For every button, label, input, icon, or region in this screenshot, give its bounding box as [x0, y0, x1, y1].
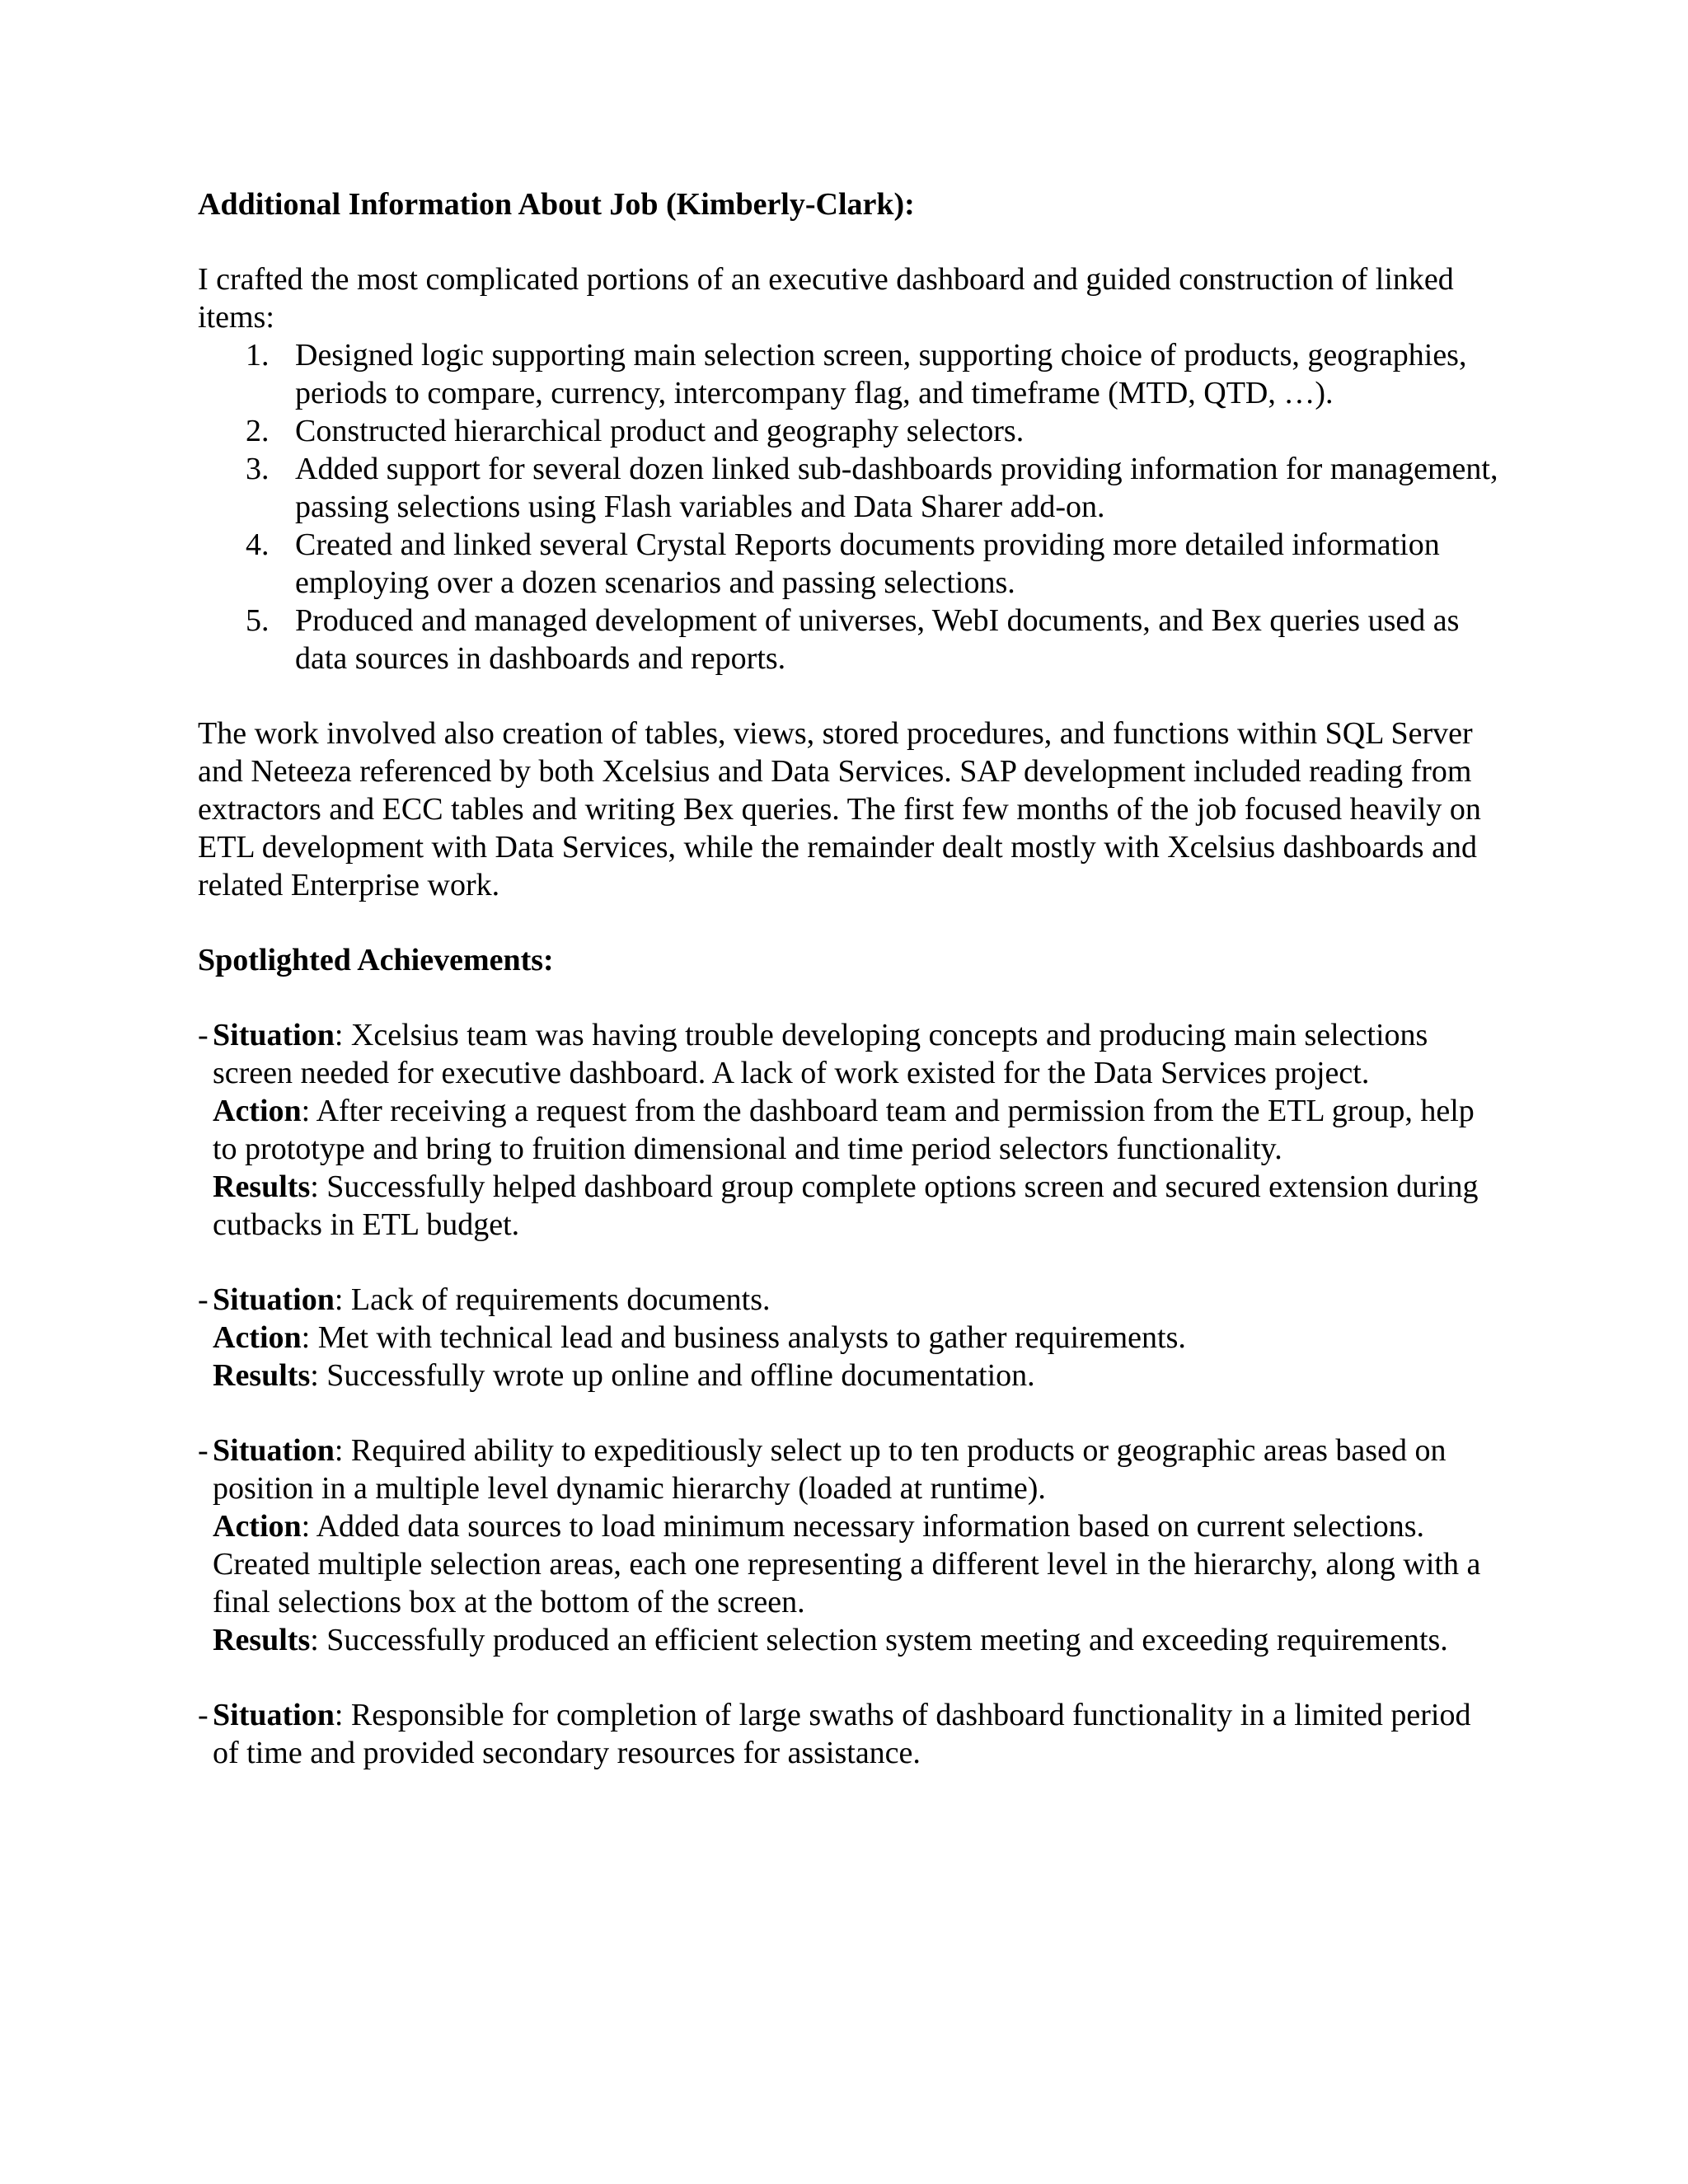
- list-item-text: Added support for several dozen linked sub-dashboards providing information for management, passing selections using Flash variables and Data Sharer add-on.: [295, 452, 1498, 524]
- list-item-number: 5.: [246, 603, 270, 638]
- situation-text: : Required ability to expeditiously select up to ten products or geographic areas based on position in a multiple level dynamic hierarchy (loaded at runtime).: [213, 1433, 1447, 1506]
- results-label: Results: [213, 1358, 311, 1393]
- list-item-number: 2.: [246, 414, 270, 448]
- list-item: [198, 526, 1500, 602]
- action-text: : Added data sources to load minimum necessary information based on current selections. Created multiple selection areas, each one representing a different level in the hierarchy, along with a final selections box at the bottom of the screen.: [213, 1509, 1481, 1619]
- dash-marker: -: [198, 1433, 209, 1468]
- results-text: : Successfully wrote up online and offline documentation.: [310, 1358, 1035, 1393]
- situation-text: : Lack of requirements documents.: [334, 1282, 771, 1317]
- achievement-item: [198, 1016, 1500, 1244]
- results-label: Results: [213, 1169, 311, 1204]
- document-page: [198, 185, 1500, 1772]
- action-label: Action: [213, 1094, 302, 1128]
- list-item: [198, 602, 1500, 677]
- list-item-number: 4.: [246, 527, 270, 562]
- action-line: [213, 1507, 1500, 1621]
- list-item-text: Created and linked several Crystal Reports documents providing more detailed information employing over a dozen scenarios and passing selections.: [295, 527, 1440, 600]
- achievement-item: [198, 1281, 1500, 1394]
- action-line: [213, 1319, 1500, 1357]
- dash-marker: -: [198, 1282, 209, 1317]
- numbered-list: [198, 336, 1500, 677]
- document-title: Additional Information About Job (Kimberly-Clark):: [198, 187, 915, 222]
- situation-label: Situation: [213, 1018, 335, 1052]
- situation-label: Situation: [213, 1282, 335, 1317]
- work-paragraph: The work involved also creation of tables, views, stored procedures, and functions within SQL Server and Neteeza referenced by both Xcelsius and Data Services. SAP development included reading from extractors and ECC tables and writing Bex queries. The first few months of the job focused heavily on ETL development with Data Services, while the remainder dealt mostly with Xcelsius dashboards and related Enterprise work.: [198, 716, 1481, 902]
- situation-line: [213, 1432, 1500, 1507]
- dash-marker: -: [198, 1018, 209, 1052]
- results-line: [213, 1168, 1500, 1244]
- list-item: [198, 336, 1500, 412]
- situation-line: [213, 1281, 1500, 1319]
- dash-marker: -: [198, 1698, 209, 1732]
- situation-label: Situation: [213, 1698, 335, 1732]
- situation-line: [213, 1016, 1500, 1092]
- results-text: : Successfully helped dashboard group complete options screen and secured extension during cutbacks in ETL budget.: [213, 1169, 1479, 1242]
- action-label: Action: [213, 1509, 302, 1544]
- list-item: [198, 412, 1500, 450]
- situation-text: : Xcelsius team was having trouble developing concepts and producing main selections screen needed for executive dashboard. A lack of work existed for the Data Services project.: [213, 1018, 1428, 1090]
- situation-line: [213, 1696, 1500, 1772]
- achievements-heading: Spotlighted Achievements:: [198, 943, 554, 977]
- action-label: Action: [213, 1320, 302, 1355]
- achievements-list: [198, 1016, 1500, 1772]
- situation-label: Situation: [213, 1433, 335, 1468]
- list-item-number: 1.: [246, 338, 270, 373]
- results-label: Results: [213, 1623, 311, 1657]
- list-item-text: Designed logic supporting main selection screen, supporting choice of products, geographies, periods to compare, currency, intercompany flag, and timeframe (MTD, QTD, …).: [295, 338, 1467, 410]
- situation-text: : Responsible for completion of large swaths of dashboard functionality in a limited period of time and provided secondary resources for assistance.: [213, 1698, 1471, 1770]
- results-text: : Successfully produced an efficient selection system meeting and exceeding requirements.: [310, 1623, 1448, 1657]
- achievement-item: [198, 1432, 1500, 1659]
- action-line: [213, 1092, 1500, 1168]
- results-line: [213, 1621, 1500, 1659]
- action-text: : Met with technical lead and business analysts to gather requirements.: [301, 1320, 1186, 1355]
- list-item-text: Produced and managed development of universes, WebI documents, and Bex queries used as data sources in dashboards and reports.: [295, 603, 1460, 676]
- action-text: : After receiving a request from the dashboard team and permission from the ETL group, help to prototype and bring to fruition dimensional and time period selectors functionality.: [213, 1094, 1475, 1166]
- achievement-item: [198, 1696, 1500, 1772]
- list-item: [198, 450, 1500, 526]
- results-line: [213, 1357, 1500, 1394]
- intro-paragraph: I crafted the most complicated portions of an executive dashboard and guided construction of linked items:: [198, 262, 1454, 335]
- list-item-text: Constructed hierarchical product and geography selectors.: [295, 414, 1025, 448]
- list-item-number: 3.: [246, 452, 270, 486]
